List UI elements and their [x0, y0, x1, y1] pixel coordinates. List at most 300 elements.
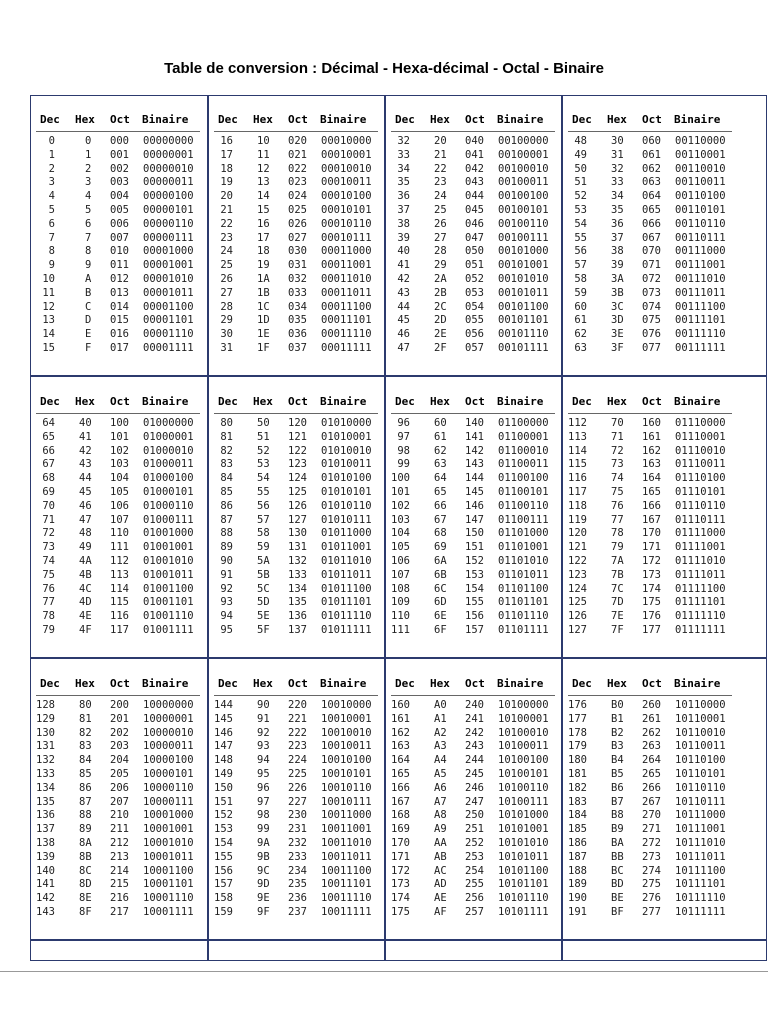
table-row — [562, 837, 737, 851]
dec-value: 114 — [568, 444, 587, 457]
table-row — [385, 328, 560, 342]
oct-value: 067 — [642, 231, 661, 244]
oct-value: 011 — [110, 259, 129, 272]
column-header-binaire: Binaire — [674, 113, 721, 126]
binary-value: 00010110 — [321, 217, 372, 230]
hex-value: 46 — [79, 499, 92, 512]
dec-value: 36 — [391, 190, 410, 203]
dec-value: 34 — [391, 162, 410, 175]
dec-value: 171 — [391, 850, 410, 863]
table-row — [30, 768, 205, 782]
dec-value: 90 — [214, 555, 233, 567]
hex-value: 7D — [611, 596, 624, 609]
oct-value: 020 — [288, 135, 307, 147]
table-row — [385, 906, 560, 920]
table-row — [208, 190, 383, 204]
dec-value: 57 — [568, 259, 587, 272]
table-row — [30, 740, 205, 754]
dec-value: 49 — [568, 148, 587, 161]
hex-value: 1C — [257, 300, 270, 313]
oct-value: 055 — [465, 314, 484, 327]
dec-value: 187 — [568, 850, 587, 863]
oct-value: 132 — [288, 555, 307, 567]
table-row — [30, 245, 205, 259]
dec-value: 81 — [214, 430, 233, 443]
table-row — [30, 727, 205, 741]
binary-value: 10011000 — [321, 809, 372, 822]
dec-value: 149 — [214, 768, 233, 780]
table-row — [385, 514, 560, 528]
oct-value: 205 — [110, 768, 129, 780]
dec-value: 185 — [568, 823, 587, 836]
oct-value: 120 — [288, 417, 307, 429]
column-header-binaire: Binaire — [674, 677, 721, 690]
dec-value: 165 — [391, 768, 410, 780]
hex-value: 95 — [257, 768, 270, 780]
hex-value: 70 — [611, 417, 624, 429]
hex-value: 2D — [434, 314, 447, 327]
table-row — [385, 555, 560, 569]
column-header-binaire: Binaire — [497, 677, 544, 690]
table-row — [30, 431, 205, 445]
binary-value: 10101110 — [498, 892, 549, 905]
oct-value: 251 — [465, 823, 484, 836]
binary-value: 10111111 — [675, 906, 726, 918]
table-row — [562, 878, 737, 892]
dec-value: 182 — [568, 781, 587, 794]
dec-value: 137 — [36, 823, 55, 836]
dec-value: 131 — [36, 740, 55, 753]
binary-value: 01011001 — [321, 541, 372, 554]
dec-value: 102 — [391, 499, 410, 512]
oct-value: 245 — [465, 768, 484, 780]
oct-value: 212 — [110, 837, 129, 849]
binary-value: 10000101 — [143, 768, 194, 780]
header-underline — [568, 131, 732, 132]
hex-value: 53 — [257, 458, 270, 471]
hex-value: 60 — [434, 417, 447, 429]
oct-value: 037 — [288, 342, 307, 354]
hex-value: 6F — [434, 624, 447, 636]
binary-value: 00100110 — [498, 217, 549, 230]
oct-value: 216 — [110, 892, 129, 905]
oct-value: 077 — [642, 342, 661, 354]
dec-value: 59 — [568, 286, 587, 299]
table-row — [562, 906, 737, 920]
column-header-oct: Oct — [288, 395, 308, 408]
column-header-dec: Dec — [40, 113, 60, 126]
oct-value: 230 — [288, 809, 307, 822]
hex-value: 8F — [79, 906, 92, 918]
column-header-binaire: Binaire — [142, 113, 189, 126]
binary-value: 10001101 — [143, 878, 194, 891]
oct-value: 001 — [110, 148, 129, 161]
dec-value: 14 — [36, 328, 55, 341]
table-row — [208, 328, 383, 342]
hex-value: 5C — [257, 582, 270, 595]
binary-value: 01000110 — [143, 499, 194, 512]
binary-value: 01111111 — [675, 624, 726, 636]
oct-value: 215 — [110, 878, 129, 891]
table-row — [208, 892, 383, 906]
oct-value: 232 — [288, 837, 307, 849]
table-row — [562, 135, 737, 149]
dec-value: 79 — [36, 624, 55, 636]
table-row — [385, 417, 560, 431]
binary-value: 00100010 — [498, 162, 549, 175]
oct-value: 214 — [110, 864, 129, 877]
dec-value: 89 — [214, 541, 233, 554]
oct-value: 266 — [642, 781, 661, 794]
hex-value: B — [85, 286, 92, 299]
hex-value: 73 — [611, 458, 624, 471]
binary-value: 00001100 — [143, 300, 194, 313]
hex-value: 4A — [79, 555, 92, 567]
dec-value: 87 — [214, 513, 233, 526]
hex-value: B6 — [611, 781, 624, 794]
dec-value: 25 — [214, 259, 233, 272]
dec-value: 126 — [568, 610, 587, 623]
hex-value: 5D — [257, 596, 270, 609]
column-header-binaire: Binaire — [142, 395, 189, 408]
dec-value: 92 — [214, 582, 233, 595]
oct-value: 207 — [110, 795, 129, 808]
conversion-block — [385, 113, 560, 373]
hex-value: BE — [611, 892, 624, 905]
binary-value: 10111001 — [675, 823, 726, 836]
hex-value: 57 — [257, 513, 270, 526]
dec-value: 62 — [568, 328, 587, 341]
binary-value: 10101100 — [498, 864, 549, 877]
column-header-dec: Dec — [218, 677, 238, 690]
table-row — [208, 823, 383, 837]
dec-value: 116 — [568, 472, 587, 485]
binary-value: 01000101 — [143, 486, 194, 498]
table-row — [562, 472, 737, 486]
table-row — [562, 610, 737, 624]
oct-value: 024 — [288, 190, 307, 203]
binary-value: 10101010 — [498, 837, 549, 849]
hex-value: 2C — [434, 300, 447, 313]
hex-value: 8B — [79, 850, 92, 863]
oct-value: 150 — [465, 527, 484, 540]
oct-value: 125 — [288, 486, 307, 498]
table-row — [385, 232, 560, 246]
hex-value: 6C — [434, 582, 447, 595]
hex-value: A8 — [434, 809, 447, 822]
binary-value: 10100011 — [498, 740, 549, 753]
table-row — [30, 190, 205, 204]
binary-value: 00101100 — [498, 300, 549, 313]
oct-value: 056 — [465, 328, 484, 341]
hex-value: 52 — [257, 444, 270, 457]
conversion-block — [208, 113, 383, 373]
hex-value: 21 — [434, 148, 447, 161]
binary-value: 01010001 — [321, 430, 372, 443]
hex-value: 28 — [434, 245, 447, 258]
binary-value: 00110010 — [675, 162, 726, 175]
binary-value: 01011111 — [321, 624, 372, 636]
dec-value: 140 — [36, 864, 55, 877]
oct-value: 201 — [110, 712, 129, 725]
dec-value: 142 — [36, 892, 55, 905]
hex-value: 7A — [611, 555, 624, 567]
oct-value: 206 — [110, 781, 129, 794]
table-row — [208, 837, 383, 851]
hex-value: 50 — [257, 417, 270, 429]
column-header-dec: Dec — [395, 113, 415, 126]
hex-value: E — [85, 328, 92, 341]
binary-value: 01110010 — [675, 444, 726, 457]
oct-value: 044 — [465, 190, 484, 203]
table-row — [562, 569, 737, 583]
oct-value: 147 — [465, 513, 484, 526]
oct-value: 047 — [465, 231, 484, 244]
column-header-hex: Hex — [75, 113, 95, 126]
column-header-hex: Hex — [253, 395, 273, 408]
binary-value: 00010100 — [321, 190, 372, 203]
binary-value: 01111110 — [675, 610, 726, 623]
table-row — [208, 878, 383, 892]
oct-value: 221 — [288, 712, 307, 725]
oct-value: 250 — [465, 809, 484, 822]
binary-value: 10010111 — [321, 795, 372, 808]
oct-value: 211 — [110, 823, 129, 836]
conversion-block — [30, 113, 205, 373]
dec-value: 146 — [214, 726, 233, 739]
binary-value: 10000001 — [143, 712, 194, 725]
binary-value: 01001101 — [143, 596, 194, 609]
table-row — [385, 713, 560, 727]
table-row — [562, 782, 737, 796]
dec-value: 28 — [214, 300, 233, 313]
table-row — [562, 865, 737, 879]
dec-value: 156 — [214, 864, 233, 877]
table-row — [208, 583, 383, 597]
dec-value: 181 — [568, 768, 587, 780]
binary-value: 01111101 — [675, 596, 726, 609]
table-row — [208, 740, 383, 754]
dec-value: 175 — [391, 906, 410, 918]
oct-value: 026 — [288, 217, 307, 230]
conversion-block — [208, 395, 383, 655]
hex-value: 83 — [79, 740, 92, 753]
dec-value: 60 — [568, 300, 587, 313]
hex-value: 37 — [611, 231, 624, 244]
hex-value: 24 — [434, 190, 447, 203]
table-row — [208, 610, 383, 624]
column-header-hex: Hex — [607, 395, 627, 408]
dec-value: 0 — [36, 135, 55, 147]
dec-value: 147 — [214, 740, 233, 753]
dec-value: 17 — [214, 148, 233, 161]
binary-value: 01001011 — [143, 568, 194, 581]
oct-value: 272 — [642, 837, 661, 849]
binary-value: 10101101 — [498, 878, 549, 891]
hex-value: 91 — [257, 712, 270, 725]
binary-value: 00101010 — [498, 273, 549, 285]
binary-value: 10110011 — [675, 740, 726, 753]
binary-value: 00101101 — [498, 314, 549, 327]
table-row — [208, 458, 383, 472]
column-header-oct: Oct — [110, 677, 130, 690]
oct-value: 054 — [465, 300, 484, 313]
oct-value: 006 — [110, 217, 129, 230]
dec-value: 66 — [36, 444, 55, 457]
table-row — [562, 699, 737, 713]
dec-value: 163 — [391, 740, 410, 753]
table-row — [385, 754, 560, 768]
binary-value: 01000000 — [143, 417, 194, 429]
hex-value: 2F — [434, 342, 447, 354]
hex-value: 7 — [85, 231, 92, 244]
hex-value: B8 — [611, 809, 624, 822]
oct-value: 237 — [288, 906, 307, 918]
hex-value: 75 — [611, 486, 624, 498]
table-row — [208, 782, 383, 796]
hex-value: 17 — [257, 231, 270, 244]
oct-value: 063 — [642, 176, 661, 189]
table-row — [562, 624, 737, 638]
hex-value: 9D — [257, 878, 270, 891]
dec-value: 167 — [391, 795, 410, 808]
binary-value: 01100110 — [498, 499, 549, 512]
hex-value: 86 — [79, 781, 92, 794]
binary-value: 00110011 — [675, 176, 726, 189]
oct-value: 175 — [642, 596, 661, 609]
binary-value: 00010011 — [321, 176, 372, 189]
oct-value: 174 — [642, 582, 661, 595]
oct-value: 073 — [642, 286, 661, 299]
dec-value: 82 — [214, 444, 233, 457]
dec-value: 145 — [214, 712, 233, 725]
table-row — [208, 727, 383, 741]
hex-value: B0 — [611, 699, 624, 711]
oct-value: 035 — [288, 314, 307, 327]
hex-value: 8A — [79, 837, 92, 849]
binary-value: 10110000 — [675, 699, 726, 711]
binary-value: 10010100 — [321, 754, 372, 767]
dec-value: 166 — [391, 781, 410, 794]
table-row — [208, 232, 383, 246]
binary-value: 00101110 — [498, 328, 549, 341]
column-header-binaire: Binaire — [674, 395, 721, 408]
hex-value: B4 — [611, 754, 624, 767]
dec-value: 110 — [391, 610, 410, 623]
oct-value: 203 — [110, 740, 129, 753]
table-row — [385, 823, 560, 837]
binary-value: 00000001 — [143, 148, 194, 161]
oct-value: 002 — [110, 162, 129, 175]
table-row — [385, 486, 560, 500]
oct-value: 236 — [288, 892, 307, 905]
header-underline — [214, 413, 378, 414]
hex-value: 2B — [434, 286, 447, 299]
oct-value: 160 — [642, 417, 661, 429]
oct-value: 005 — [110, 204, 129, 216]
table-row — [385, 865, 560, 879]
column-header-dec: Dec — [218, 395, 238, 408]
binary-value: 01011011 — [321, 568, 372, 581]
dec-value: 86 — [214, 499, 233, 512]
dec-value: 13 — [36, 314, 55, 327]
hex-value: A6 — [434, 781, 447, 794]
hex-value: 42 — [79, 444, 92, 457]
table-row — [562, 727, 737, 741]
binary-value: 00111100 — [675, 300, 726, 313]
table-row — [385, 782, 560, 796]
dec-value: 117 — [568, 486, 587, 498]
binary-value: 00010101 — [321, 204, 372, 216]
binary-value: 01011010 — [321, 555, 372, 567]
table-row — [30, 851, 205, 865]
table-row — [208, 555, 383, 569]
dec-value: 47 — [391, 342, 410, 354]
oct-value: 117 — [110, 624, 129, 636]
oct-value: 071 — [642, 259, 661, 272]
binary-value: 00010111 — [321, 231, 372, 244]
oct-value: 114 — [110, 582, 129, 595]
table-row — [385, 445, 560, 459]
hex-value: 94 — [257, 754, 270, 767]
column-header-hex: Hex — [607, 677, 627, 690]
oct-value: 255 — [465, 878, 484, 891]
hex-value: 19 — [257, 259, 270, 272]
binary-value: 00001000 — [143, 245, 194, 258]
oct-value: 133 — [288, 568, 307, 581]
oct-value: 171 — [642, 541, 661, 554]
oct-value: 052 — [465, 273, 484, 285]
dec-value: 11 — [36, 286, 55, 299]
hex-value: 26 — [434, 217, 447, 230]
oct-value: 267 — [642, 795, 661, 808]
binary-value: 10001011 — [143, 850, 194, 863]
table-row — [385, 541, 560, 555]
hex-value: C — [85, 300, 92, 313]
table-row — [208, 851, 383, 865]
oct-value: 247 — [465, 795, 484, 808]
table-row — [385, 163, 560, 177]
oct-value: 140 — [465, 417, 484, 429]
dec-value: 15 — [36, 342, 55, 354]
hex-value: B3 — [611, 740, 624, 753]
binary-value: 00010000 — [321, 135, 372, 147]
dec-value: 83 — [214, 458, 233, 471]
hex-value: 7F — [611, 624, 624, 636]
hex-value: A5 — [434, 768, 447, 780]
table-row — [562, 500, 737, 514]
dec-value: 2 — [36, 162, 55, 175]
binary-value: 00001101 — [143, 314, 194, 327]
oct-value: 202 — [110, 726, 129, 739]
table-row — [208, 431, 383, 445]
hex-value: 1F — [257, 342, 270, 354]
dec-value: 7 — [36, 231, 55, 244]
column-header-binaire: Binaire — [320, 113, 367, 126]
table-row — [562, 314, 737, 328]
table-row — [30, 445, 205, 459]
binary-value: 10010000 — [321, 699, 372, 711]
table-row — [385, 190, 560, 204]
table-row — [208, 624, 383, 638]
table-row — [30, 472, 205, 486]
oct-value: 142 — [465, 444, 484, 457]
dec-value: 158 — [214, 892, 233, 905]
binary-value: 01010110 — [321, 499, 372, 512]
dec-value: 127 — [568, 624, 587, 636]
hex-value: BF — [611, 906, 624, 918]
binary-value: 01110101 — [675, 486, 726, 498]
